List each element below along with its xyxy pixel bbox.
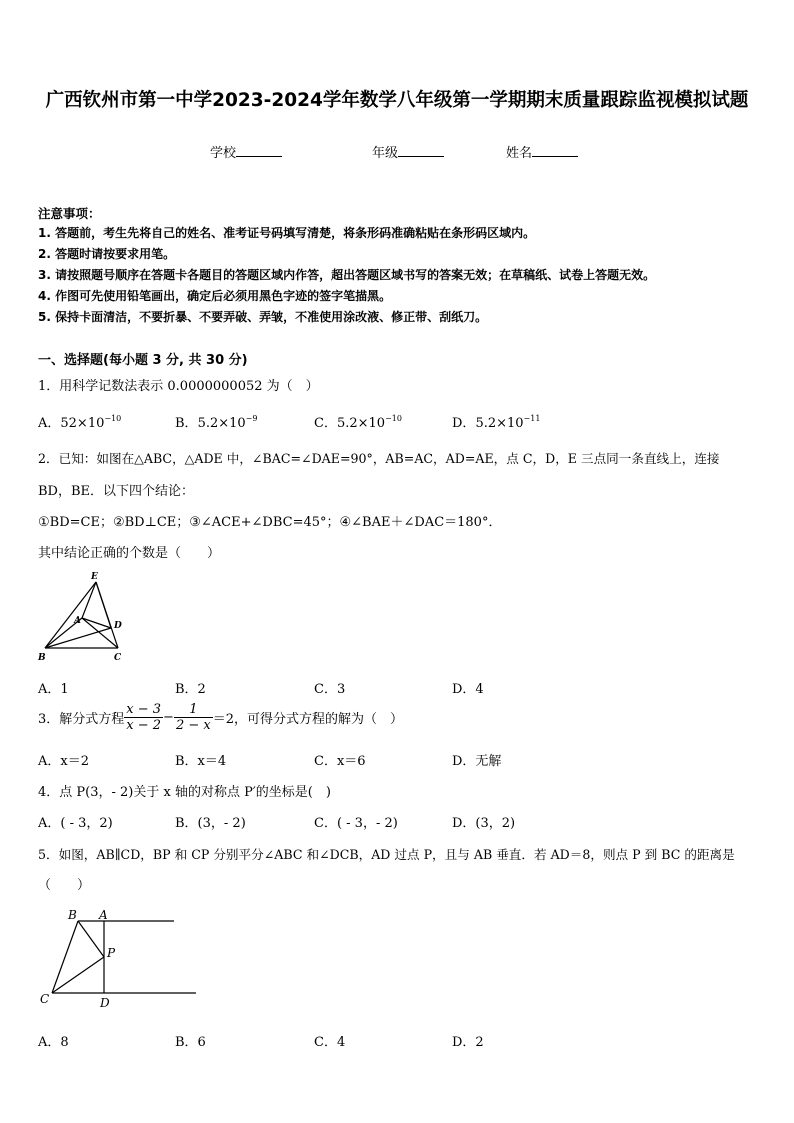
q5-option-d: D．2: [452, 1035, 484, 1050]
grade-field: [372, 142, 444, 161]
name-blank: [532, 144, 578, 157]
section-heading: 一、选择题(每小题 3 分, 共 30 分): [38, 353, 248, 368]
q4-stem: 4．点 P(3，- 2)关于 x 轴的对称点 P′的坐标是( ): [38, 785, 331, 800]
q1-stem: 1．用科学记数法表示 0.0000000052 为（ ）: [38, 379, 319, 394]
q5-figure: [36, 905, 201, 1020]
q2-option-a: A．1: [38, 682, 69, 697]
q5-option-b: B．6: [175, 1035, 206, 1050]
q2-label-b: B: [38, 653, 46, 663]
q5-option-a: A．8: [38, 1035, 69, 1050]
q5-option-c: C．4: [314, 1035, 346, 1050]
q3-fraction-1: $\frac{x - 3}{x - 2}$: [126, 702, 162, 733]
q1-option-c: C．$5.2\times 10^{-10}$: [314, 414, 402, 431]
notice-item-2: 2. 答题时请按要求用笔。: [38, 247, 176, 261]
q5-label-b: B: [68, 908, 77, 922]
q2-option-b: B．2: [175, 682, 206, 697]
q3-option-c: C．x＝6: [314, 754, 366, 769]
q5-label-a: A: [99, 908, 108, 922]
notice-item-3: 3. 请按照题号顺序在答题卡各题目的答题区域内作答，超出答题区域书写的答案无效；在草稿纸、试卷上答题无效。: [38, 268, 656, 282]
q1-option-d: D．$5.2\times 10^{-11}$: [452, 414, 541, 431]
grade-blank: [398, 144, 444, 157]
q3-fraction-2: $\frac{1}{2 - x}$: [175, 702, 211, 733]
school-blank: [236, 144, 282, 157]
notice-item-5: 5. 保持卡面清洁，不要折暴、不要弄破、弄皱，不准使用涂改液、修正带、刮纸刀。: [38, 310, 488, 324]
q4-option-b: B．(3，- 2): [175, 816, 246, 831]
school-field: [210, 142, 282, 161]
q2-label-c: C: [114, 653, 122, 663]
exam-title: 广西钦州市第一中学2023-2024学年数学八年级第一学期期末质量跟踪监视模拟试题: [45, 90, 749, 111]
q4-option-c: C．( - 3，- 2): [314, 816, 398, 831]
q3-stem: 3．解分式方程 $\frac{x - 3}{x - 2}$ − $\frac{1}{2 - x}$ ＝2，可得分式方程的解为（ ）: [38, 702, 403, 733]
q5-label-p: P: [107, 946, 116, 960]
q5-label-d: D: [100, 996, 110, 1010]
q5-line-1: 5．如图，AB∥CD，BP 和 CP 分别平分∠ABC 和∠DCB，AD 过点 P，且与 AB 垂直．若 AD＝8，则点 P 到 BC 的距离是: [38, 847, 735, 862]
q4-option-a: A．( - 3，2): [38, 816, 113, 831]
q2-option-d: D．4: [452, 682, 484, 697]
school-label: 学校: [210, 146, 237, 161]
q2-line-3: ①BD=CE；②BD⊥CE；③∠ACE+∠DBC=45°；④∠BAE＋∠DAC＝180°．: [38, 515, 502, 530]
q2-line-1: 2．已知：如图在△ABC，△ADE 中，∠BAC=∠DAE=90°，AB=AC，AD=AE，点 C，D，E 三点同一条直线上，连接: [38, 451, 720, 466]
q2-line-4: 其中结论正确的个数是（ ）: [38, 546, 221, 561]
q5-label-c: C: [40, 992, 50, 1006]
q1-option-a: A．$52\times 10^{-10}$: [38, 414, 122, 431]
q2-option-c: C．3: [314, 682, 346, 697]
q2-label-e: E: [91, 572, 98, 582]
q2-label-d: D: [114, 621, 122, 631]
notice-item-4: 4. 作图可先使用铅笔画出，确定后必须用黑色字迹的签字笔描黑。: [38, 289, 392, 303]
q3-option-d: D．无解: [452, 754, 502, 769]
notice-heading: 注意事项：: [38, 206, 101, 221]
q3-option-a: A．x＝2: [38, 754, 89, 769]
q4-option-d: D．(3，2): [452, 816, 516, 831]
q2-figure: [36, 570, 131, 665]
q3-option-b: B．x＝4: [175, 754, 227, 769]
q2-line-2: BD，BE．以下四个结论：: [38, 484, 195, 499]
q5-line-2: （ ）: [38, 878, 91, 893]
name-label: 姓名: [506, 146, 533, 161]
grade-label: 年级: [372, 146, 399, 161]
notice-item-1: 1. 答题前，考生先将自己的姓名、准考证号码填写清楚，将条形码准确粘贴在条形码区域内。: [38, 226, 536, 240]
q2-label-a: A: [74, 616, 81, 626]
q1-option-b: B．$5.2\times 10^{-9}$: [175, 414, 258, 431]
name-field: [506, 142, 578, 161]
